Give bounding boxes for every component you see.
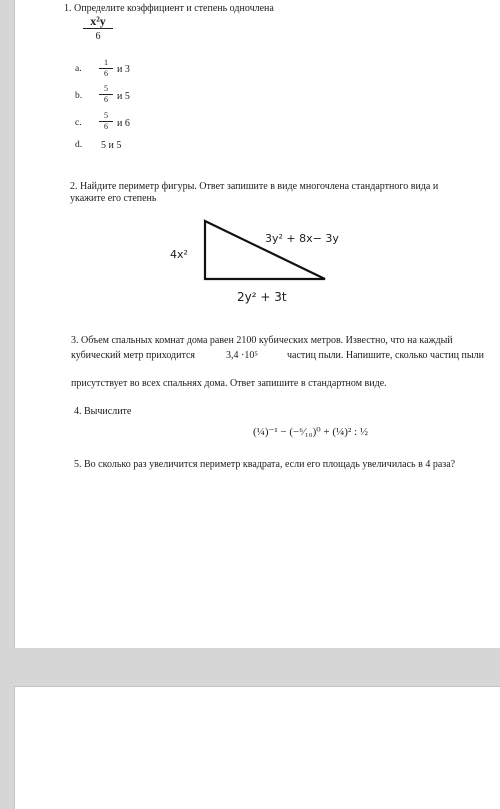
q1-monomial-fraction [83,14,113,43]
q1-option-b-text: и 5 [117,91,130,102]
q1-option-b-den: 6 [99,94,113,105]
q3-line1: 3. Объем спальных комнат дома равен 2100 кубических метров. Известно, что на каждый [71,335,453,346]
triangle-bottom-side-label: 2y² + 3t [237,290,287,304]
q1-option-c-text: и 6 [117,118,130,129]
q1-option-d-letter: d. [75,140,83,150]
q2-title-line2: укажите его степень [70,193,157,204]
q4-title: 4. Вычислите [74,406,132,417]
q1-monomial-numerator: x²y [90,14,106,28]
q3-line2-start: кубический метр приходится [71,350,196,361]
q1-option-d-text: 5 и 5 [101,140,122,151]
worksheet-page [14,0,500,648]
q3-particle-count: 3,4 ·10⁵ [226,350,258,361]
q1-option-c-den: 6 [99,121,113,132]
q1-option-a-text: и 3 [117,64,130,75]
triangle-hypotenuse-label: 3y² + 8x− 3y [265,232,339,245]
q3-line3: присутствует во всех спальнях дома. Ответ запишите в стандартном виде. [71,378,387,389]
q1-option-a-letter: a. [75,64,82,74]
q4-expression: (¼)⁻¹ − (−⁶⁄₁₀)⁰ + (¼)² : ½ [253,426,369,438]
q1-option-c-fraction [99,111,113,132]
next-page [14,686,500,809]
q1-option-b-letter: b. [75,91,83,101]
q1-option-c-num: 5 [104,111,108,120]
triangle-shape [205,221,325,279]
q5-title: 5. Во сколько раз увеличится периметр квадрата, если его площадь увеличилась в 4 раза? [74,459,456,470]
q1-option-a-num: 1 [104,58,108,67]
q1-option-c-letter: c. [75,118,82,128]
q1-option-a-fraction [99,58,113,79]
q1-option-b-fraction [99,84,113,105]
q1-title: 1. Определите коэффициент и степень одночлена [64,3,274,14]
triangle-left-side-label: 4x² [170,248,188,261]
q1-monomial-denominator: 6 [83,28,113,43]
q1-option-b-num: 5 [104,84,108,93]
triangle-figure [195,217,335,287]
q1-option-a-den: 6 [99,68,113,79]
q3-line2-end: частиц пыли. Напишите, сколько частиц пыли [287,350,484,361]
q2-title-line1: 2. Найдите периметр фигуры. Ответ запишите в виде многочлена стандартного вида и [70,181,439,192]
